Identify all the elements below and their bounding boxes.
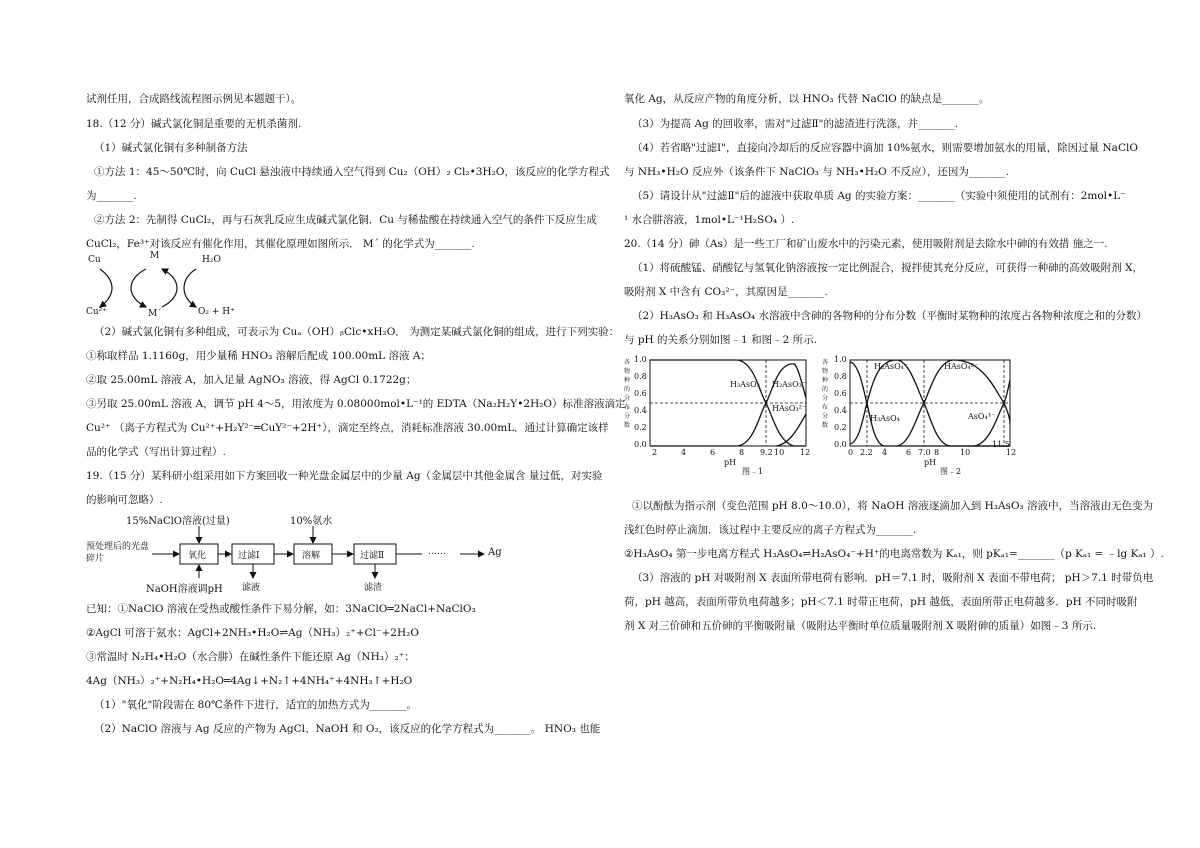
ytick: 0.0 bbox=[634, 440, 647, 449]
reagent-naclo: 15%NaClO溶液(过量) bbox=[126, 516, 230, 527]
ytick: 0.2 bbox=[634, 423, 647, 432]
xtick: 10 bbox=[960, 448, 971, 457]
graph-1-caption: 图﹣1 bbox=[742, 467, 764, 476]
text-line: ③另取 25.00mL 溶液 A，调节 pH 4～5，用浓度为 0.08000mol•L⁻¹的 EDTA（Na₂H₂Y•2H₂O）标准溶液滴定 bbox=[86, 398, 626, 410]
text-line: （2）碱式氯化铜有多种组成，可表示为 Cuₐ（OH）ᵦClc•xH₂O． 为测定某碱式氯化铜的组成，进行下列实验： bbox=[94, 326, 620, 338]
graph-1-ylabel: 各物种的分布分数 bbox=[624, 359, 631, 429]
waste-residue: 滤渣 bbox=[364, 583, 383, 593]
text-line: 为_______. bbox=[86, 190, 137, 202]
species-label: HAsO₄²⁻ bbox=[944, 362, 979, 371]
graph-2-xlabel: pH bbox=[924, 458, 937, 467]
reagent-ammonia: 10%氨水 bbox=[290, 516, 333, 527]
catalysis-cycle-diagram bbox=[86, 251, 235, 321]
text-line: ②AgCl 可溶于氨水：AgCl+2NH₃•H₂O⇌Ag（NH₃）₂⁺+Cl⁻+2H₂O bbox=[86, 627, 419, 639]
xtick: 8 bbox=[739, 448, 745, 457]
text-line: 剂 X 对三价砷和五价砷的平衡吸附量（吸附达平衡时单位质量吸附剂 X 吸附砷的质量）如图﹣3 所示. bbox=[624, 620, 1097, 632]
process-flow-diagram bbox=[86, 510, 516, 598]
label-h2o: H₂O bbox=[202, 255, 221, 265]
graph-1-xlabel: pH bbox=[724, 458, 737, 467]
text-line: CuCl₂，Fe³⁺对该反应有催化作用，其催化原理如图所示． Mˊ 的化学式为_______. bbox=[86, 238, 475, 250]
species-label: HAsO₃²⁻ bbox=[772, 404, 807, 413]
ytick: 0.6 bbox=[634, 389, 647, 398]
product-ag: Ag bbox=[488, 547, 502, 558]
step-dissolve: 溶解 bbox=[302, 551, 321, 561]
species-label: H₂AsO₄⁻ bbox=[874, 362, 909, 371]
text-line: ②取 25.00mL 溶液 A，加入足量 AgNO₃ 溶液，得 AgCl 0.1722g； bbox=[86, 374, 417, 386]
text-line: 吸附剂 X 中含有 CO₃²⁻，其原因是_______. bbox=[624, 286, 828, 298]
label-cu: Cu bbox=[88, 255, 101, 265]
label-o2-h: O₂ + H⁺ bbox=[198, 307, 235, 317]
graph-1 bbox=[626, 354, 816, 476]
xtick: 12 bbox=[1006, 448, 1017, 457]
ytick: 0.8 bbox=[834, 372, 847, 381]
text-line: ③常温时 N₂H₄•H₂O（水合肼）在碱性条件下能还原 Ag（NH₃）₂⁺： bbox=[86, 651, 415, 663]
text-line: （3）为提高 Ag 的回收率，需对"过滤Ⅱ"的滤渣进行洗涤，并_______. bbox=[632, 118, 959, 130]
graph-2-caption: 图﹣2 bbox=[940, 467, 962, 476]
species-label: H₂AsO₃⁻ bbox=[772, 380, 807, 389]
text-line: ①以酚酞为指示剂（变色范围 pH 8.0～10.0），将 NaOH 溶液逐滴加入到 H₃AsO₃ 溶液中，当溶液由无色变为 bbox=[632, 500, 1154, 512]
text-line: ¹ 水合肼溶液，1mol•L⁻¹H₂SO₄ ）. bbox=[624, 214, 795, 226]
species-label: H₃AsO₃ bbox=[730, 380, 760, 389]
ytick: 1.0 bbox=[634, 355, 647, 364]
text-line: 的影响可忽略）. bbox=[86, 494, 163, 506]
start-material: 预处理后的光盘碎片 bbox=[86, 542, 150, 564]
text-line: ②H₃AsO₄ 第一步电离方程式 H₃AsO₄⇌H₂AsO₄⁻+H⁺的电离常数为 Kₐ₁，则 pKₐ₁=_______（p Kₐ₁ = ﹣lg Kₐ₁ ）. bbox=[624, 548, 1164, 560]
ytick: 0.0 bbox=[834, 440, 847, 449]
xtick: 6 bbox=[906, 448, 912, 457]
ytick: 1.0 bbox=[834, 355, 847, 364]
question-18-title: 18.（12 分）碱式氯化铜是重要的无机杀菌剂. bbox=[86, 118, 302, 130]
text-line: Cu²⁺ （离子方程式为 Cu²⁺+H₂Y²⁻═CuY²⁻+2H⁺），滴定至终点，消耗标准溶液 30.00mL．通过计算确定该样 bbox=[86, 422, 609, 434]
xtick: 2.2 bbox=[860, 448, 873, 457]
text-line: ②方法 2：先制得 CuCl₂，再与石灰乳反应生成碱式氯化铜．Cu 与稀盐酸在持续通入空气的条件下反应生成 bbox=[94, 214, 597, 226]
xtick: 8 bbox=[934, 448, 940, 457]
label-cu2plus: Cu²⁺ bbox=[86, 307, 108, 317]
text-line: 已知：①NaClO 溶液在受热或酸性条件下易分解，如：3NaClO═2NaCl+NaClO₃ bbox=[86, 603, 476, 615]
xtick: 12 bbox=[800, 448, 811, 457]
label-m: M bbox=[150, 251, 160, 261]
xtick: 0 bbox=[848, 448, 854, 457]
graph-2-ylabel: 各物种的分布分数 bbox=[822, 359, 829, 429]
step-oxidation: 氧化 bbox=[188, 551, 207, 561]
xtick: 7.0 bbox=[918, 448, 931, 457]
graph-2 bbox=[824, 354, 1020, 476]
xtick: 6 bbox=[710, 448, 716, 457]
text-line: ①方法 1：45～50℃时，向 CuCl 悬浊液中持续通入空气得到 Cu₂（OH）₂ Cl₂•3H₂O，该反应的化学方程式 bbox=[94, 166, 610, 178]
text-line: （2）NaClO 溶液与 Ag 反应的产物为 AgCl、NaOH 和 O₂，该反应的化学方程式为_______。 HNO₃ 也能 bbox=[94, 723, 601, 735]
xtick: 10 bbox=[774, 448, 785, 457]
ytick: 0.4 bbox=[634, 406, 647, 415]
species-label: H₃AsO₄ bbox=[870, 414, 900, 423]
waste-filtrate: 滤液 bbox=[242, 583, 261, 593]
question-20-title: 20.（14 分）砷（As）是一些工厂和矿山废水中的污染元素，使用吸附剂是去除水中砷的有效措 施之一. bbox=[624, 238, 1108, 250]
text-line: （1）将硫酸锰、硝酸钇与氢氧化钠溶液按一定比例混合，搅拌使其充分反应，可获得一种砷的高效吸附剂 X， bbox=[632, 262, 1143, 274]
text-line: 氧化 Ag，从反应产物的角度分析，以 HNO₃ 代替 NaClO 的缺点是_______。 bbox=[624, 93, 990, 105]
text-line: 品的化学式（写出计算过程）. bbox=[86, 446, 226, 458]
step-filter-2: 过滤Ⅱ bbox=[360, 551, 385, 561]
text-line: 试剂任用，合成路线流程图示例见本题题干）。 bbox=[86, 93, 302, 105]
ytick: 0.2 bbox=[834, 423, 847, 432]
text-line: 荷，pH 越高，表面所带负电荷越多；pH＜7.1 时带正电荷，pH 越低，表面所带正电荷越多．pH 不同时吸附 bbox=[624, 596, 1138, 608]
text-line: 浅红色时停止滴加．该过程中主要反应的离子方程式为_______. bbox=[624, 524, 917, 536]
text-line: 4Ag（NH₃）₂⁺+N₂H₄•H₂O═4Ag↓+N₂↑+4NH₄⁺+4NH₃↑+H₂O bbox=[86, 675, 413, 687]
graph-1-plot bbox=[626, 354, 816, 476]
question-19-title: 19.（15 分）某科研小组采用如下方案回收一种光盘金属层中的少量 Ag（金属层中其他金属含 量过低，对实验 bbox=[86, 470, 603, 482]
text-line: （4）若省略"过滤Ⅰ"，直接向冷却后的反应容器中滴加 10%氨水，则需要增加氨水的用量，除因过量 NaClO bbox=[632, 142, 1138, 154]
xtick: 9.2 bbox=[760, 448, 773, 457]
text-line: （3）溶液的 pH 对吸附剂 X 表面所带电荷有影响．pH＝7.1 时，吸附剂 X 表面不带电荷； pH＞7.1 时带负电 bbox=[632, 572, 1154, 584]
reagent-naoh: NaOH溶液调pH bbox=[146, 584, 223, 595]
xtick: 4 bbox=[681, 448, 687, 457]
text-line: （1）"氧化"阶段需在 80℃条件下进行，适宜的加热方式为_______。 bbox=[94, 699, 418, 711]
species-label: AsO₄³⁻ bbox=[968, 412, 996, 421]
xtick: 2 bbox=[652, 448, 658, 457]
xtick: 4 bbox=[882, 448, 888, 457]
text-line: （5）请设计从"过滤Ⅱ"后的滤液中获取单质 Ag 的实验方案：_______（实验中须使用的试剂有：2mol•L⁻ bbox=[632, 190, 1126, 202]
text-line: 与 NH₃•H₂O 反应外（该条件下 NaClO₃ 与 NH₃•H₂O 不反应），还因为_______. bbox=[624, 166, 1009, 178]
text-line: 与 pH 的关系分别如图﹣1 和图﹣2 所示. bbox=[624, 334, 817, 346]
xtick: 11.5 bbox=[992, 440, 1010, 449]
step-filter-1: 过滤Ⅰ bbox=[238, 551, 260, 561]
ytick: 0.8 bbox=[634, 372, 647, 381]
label-m-prime: Mˊ bbox=[148, 309, 162, 319]
text-line: ①称取样品 1.1160g，用少量稀 HNO₃ 溶解后配成 100.00mL 溶液 A； bbox=[86, 350, 431, 362]
ytick: 0.6 bbox=[834, 389, 847, 398]
flow-ellipsis: …… bbox=[428, 547, 446, 557]
text-line: （2）H₃AsO₃ 和 H₃AsO₄ 水溶液中含砷的各物种的分布分数（平衡时某物种的浓度占各物种浓度之和的分数） bbox=[632, 310, 1148, 322]
text-line: （1）碱式氯化铜有多种制备方法 bbox=[94, 142, 248, 154]
ytick: 0.4 bbox=[834, 406, 847, 415]
